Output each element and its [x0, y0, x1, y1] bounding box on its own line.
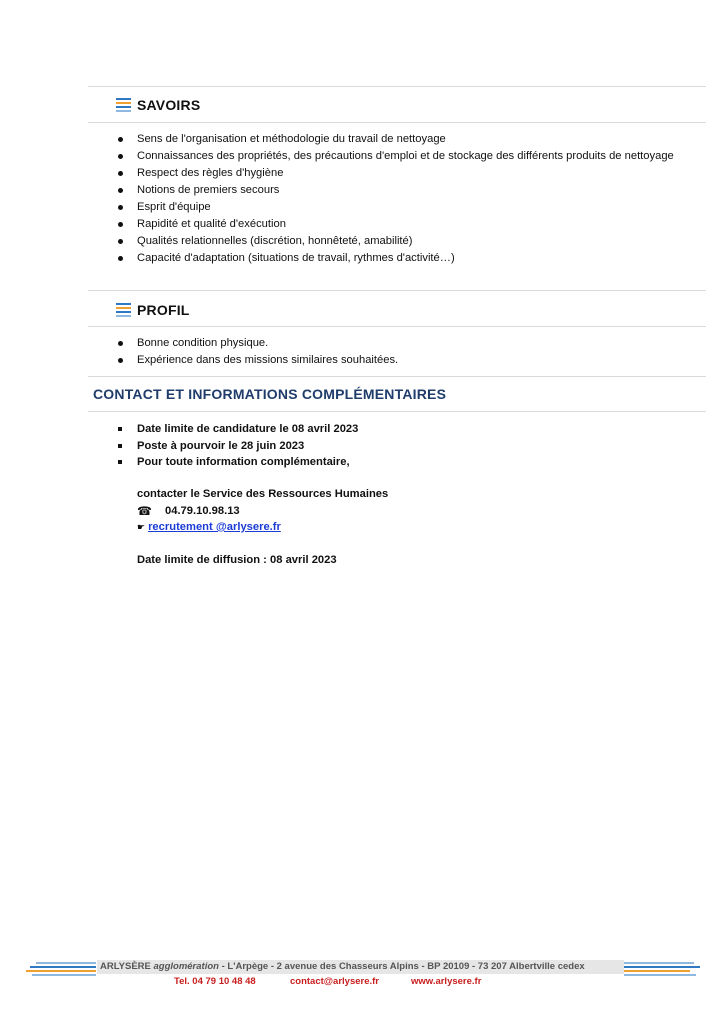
divider — [88, 86, 706, 87]
list-item: Connaissances des propriétés, des précautions d'emploi et de stockage des différents produits de nettoyage — [116, 148, 700, 165]
email-row — [137, 521, 281, 533]
list-item: Notions de premiers secours — [116, 182, 700, 199]
telephone-icon: ☎ — [137, 504, 152, 518]
email-link[interactable]: recrutement @arlysere.fr — [148, 521, 281, 533]
footer-tel: Tel. 04 79 10 48 48 — [174, 976, 256, 987]
list-item: Esprit d'équipe — [116, 199, 700, 216]
footer-address-text: - L'Arpège - 2 avenue des Chasseurs Alpins - BP 20109 - 73 207 Albertville cedex — [218, 961, 585, 972]
footer-decoration-right — [624, 961, 700, 975]
list-item: Sens de l'organisation et méthodologie du travail de nettoyage — [116, 131, 700, 148]
list-item: Bonne condition physique. — [116, 335, 700, 352]
phone-row — [137, 504, 240, 518]
contact-title: CONTACT ET INFORMATIONS COMPLÉMENTAIRES — [93, 386, 447, 402]
list-icon — [116, 303, 131, 317]
divider — [88, 122, 706, 123]
footer-email[interactable]: contact@arlysere.fr — [290, 976, 379, 987]
divider — [88, 411, 706, 412]
list-item: Poste à pourvoir le 28 juin 2023 — [116, 438, 358, 455]
footer-website[interactable]: www.arlysere.fr — [411, 976, 482, 987]
divider — [88, 376, 706, 377]
savoirs-title: SAVOIRS — [137, 97, 201, 113]
profil-heading — [116, 302, 190, 318]
list-item: Date limite de candidature le 08 avril 2023 — [116, 421, 358, 438]
savoirs-list — [116, 131, 700, 267]
savoirs-heading — [116, 97, 200, 113]
footer-org-suffix: agglomération — [153, 961, 219, 972]
list-item: Expérience dans des missions similaires souhaitées. — [116, 352, 700, 369]
phone-number[interactable]: 04.79.10.98.13 — [165, 505, 240, 517]
list-item: Qualités relationnelles (discrétion, honnêteté, amabilité) — [116, 233, 700, 250]
profil-title: PROFIL — [137, 302, 190, 318]
diffusion-deadline: Date limite de diffusion : 08 avril 2023 — [137, 554, 337, 566]
list-item: Capacité d'adaptation (situations de travail, rythmes d'activité…) — [116, 250, 700, 267]
contact-list — [116, 421, 358, 471]
pointing-hand-icon: ☛ — [137, 521, 146, 532]
profil-list — [116, 335, 700, 369]
footer-org: ARLYSÈRE — [100, 961, 151, 972]
divider — [88, 326, 706, 327]
list-item: Rapidité et qualité d'exécution — [116, 216, 700, 233]
contact-service-text: contacter le Service des Ressources Humaines — [137, 488, 389, 500]
divider — [88, 290, 706, 291]
list-icon — [116, 98, 131, 112]
list-item: Pour toute information complémentaire, — [116, 454, 358, 471]
footer-decoration-left — [26, 961, 96, 975]
list-item: Respect des règles d'hygiène — [116, 165, 700, 182]
footer-address — [97, 960, 624, 974]
